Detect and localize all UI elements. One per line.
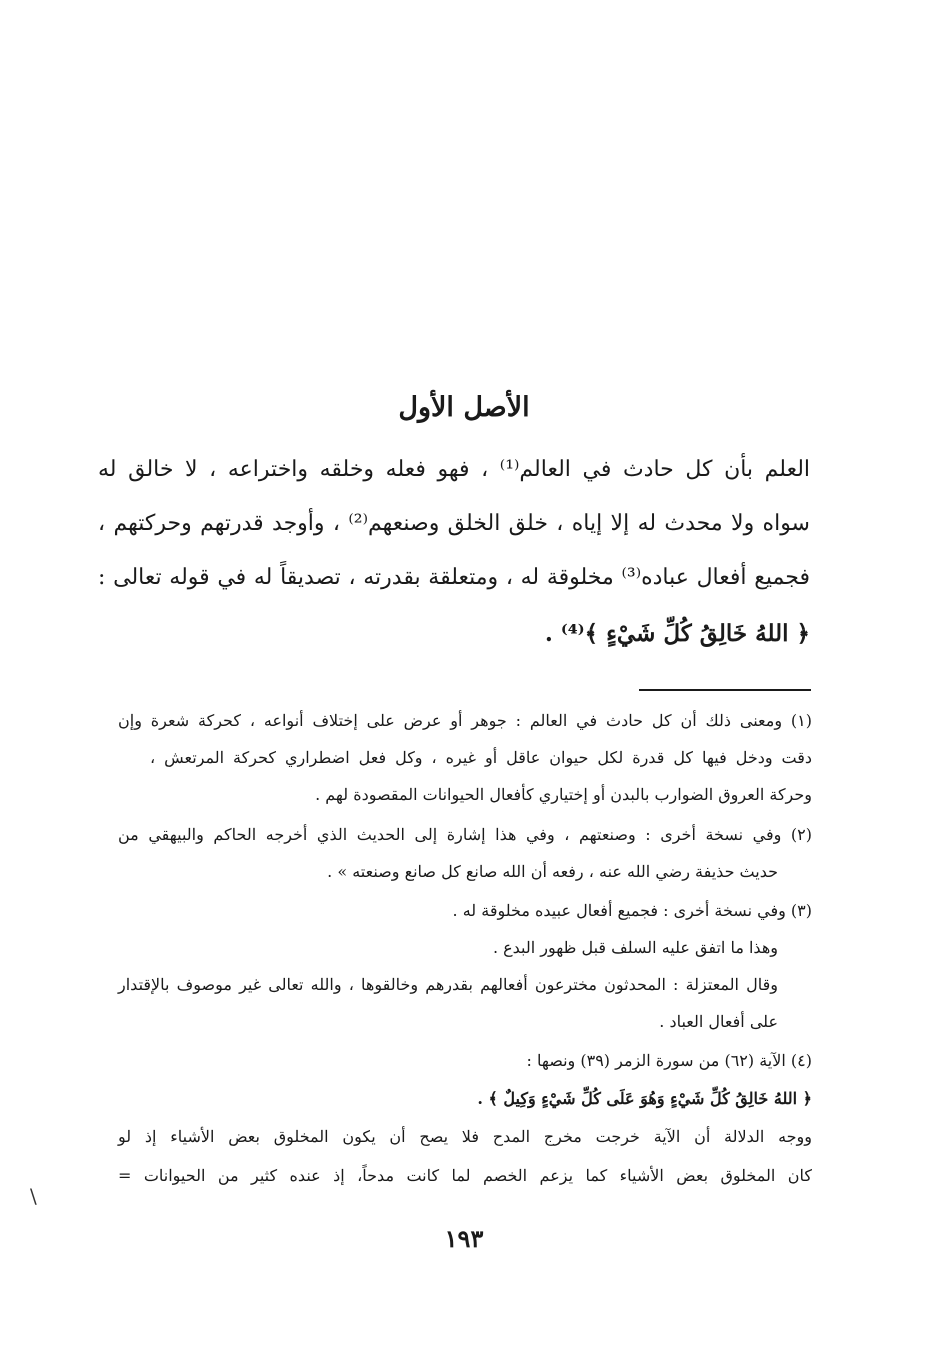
footnote-4-line-3: ووجه الدلالة أن الآية خرجت مخرج المدح فلا يصح أن يكون المخلوق بعض الأشياء إذ لو [118, 1127, 812, 1146]
main-text-line-2: سواه ولا محدث له إلا إياه ، خلق الخلق وصنعهم⁽²⁾ ، وأوجد قدرتهم وحركتهم ، [98, 511, 810, 536]
main-text-line-3: فجميع أفعال عباده⁽³⁾ مخلوقة له ، ومتعلقة بقدرته ، تصديقاً له في قوله تعالى : [98, 565, 810, 590]
footnote-divider [639, 689, 811, 691]
footnote-4-verse: ﴿ اللهُ خَالِقُ كُلِّ شَيْءٍ وَهُوَ عَلَى كُلِّ شَيْءٍ وَكِيلٌ ﴾ . [477, 1089, 812, 1108]
footnote-3-line-2: وهذا ما اتفق عليه السلف قبل ظهور البدع . [492, 938, 778, 957]
page-number: ١٩٣ [444, 1224, 484, 1253]
margin-mark: \ [30, 1184, 37, 1208]
footnote-3-line-4: على أفعال العباد . [659, 1012, 778, 1031]
section-heading: الأصل الأول [398, 392, 530, 423]
main-text-line-1: العلم بأن كل حادث في العالم⁽¹⁾ ، فهو فعله وخلقه واختراعه ، لا خالق له [98, 457, 811, 482]
footnote-3-line-3: وقال المعتزلة : المحدثون مخترعون أفعالهم بقدرهم وخالقوها ، والله تعالى غير موصوف بالإقتدار [118, 975, 778, 994]
footnote-3-line-1: (٣) وفي نسخة أخرى : فجميع أفعال عبيده مخلوقة له . [452, 901, 812, 920]
quran-verse: ﴿ اللهُ خَالِقُ كُلِّ شَيْءٍ ﴾⁽⁴⁾ . [544, 620, 810, 647]
footnote-1-line-3: وحركة العروق الضوارب بالبدن أو إختياري كأفعال الحيوانات المقصودة لهم . [315, 785, 812, 804]
footnote-2-line-1: (٢) وفي نسخة أخرى : وصنعتهم ، وفي هذا إشارة إلى الحديث الذي أخرجه الحاكم والبيهقي من [118, 825, 812, 844]
footnote-1-line-1: (١) ومعنى ذلك أن كل حادث في العالم : جوهر أو عرض على إختلاف أنواعه ، كحركة شعرة وإن [118, 711, 812, 730]
footnote-1-line-2: دقت ودخل فيها كل قدرة لكل حيوان عاقل أو غيره ، وكل فعل اضطراري كحركة المرتعش ، [150, 748, 812, 767]
footnote-4-line-4: كان المخلوق بعض الأشياء كما يزعم الخصم لما كانت مدحاً، إذ عنده كثير من الحيوانات = [118, 1166, 813, 1185]
footnote-4-line-1: (٤) الآية (٦٢) من سورة الزمر (٣٩) ونصها : [526, 1051, 812, 1070]
footnote-2-line-2: حديث حذيفة رضي الله عنه ، رفعه أن الله صانع كل صانع وصنعته » . [327, 862, 778, 881]
